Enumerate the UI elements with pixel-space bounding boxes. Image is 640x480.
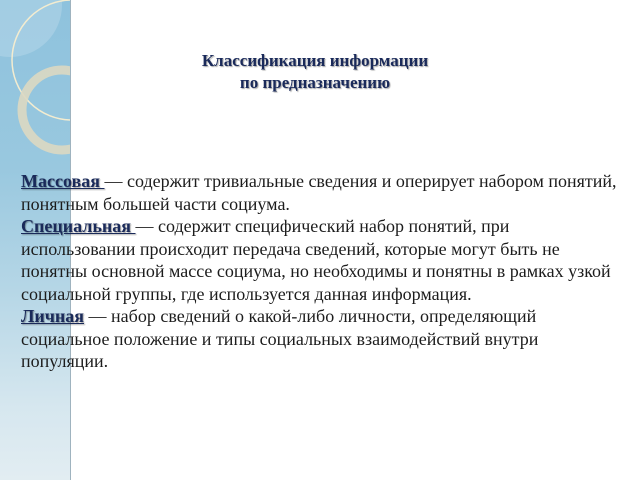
definition-mass	[21, 170, 621, 215]
definition-personal	[21, 305, 621, 373]
definition-personal-text: — набор сведений о какой-либо личности, определяющий социальное положение и типы социальных взаимодействий внутри популяции.	[21, 306, 539, 371]
title-line-1: Классификация информации	[201, 51, 429, 70]
slide-title	[150, 50, 480, 94]
term-personal: Личная	[21, 306, 85, 326]
term-special: Специальная	[21, 216, 136, 236]
definition-mass-text: — содержит тривиальные сведения и оперирует набором понятий, понятным большей части социума.	[21, 171, 617, 214]
title-line-2: по предназначению	[239, 73, 391, 92]
definition-special-text: — содержит специфический набор понятий, при использовании происходит передача сведений, которые могут быть не понятны основной массе социума, но необходимы и понятны в рамках узкой социальной группы, где используется данная информация.	[21, 216, 611, 304]
definitions-body	[21, 170, 621, 373]
term-mass: Массовая	[21, 171, 105, 191]
definition-special	[21, 215, 621, 305]
